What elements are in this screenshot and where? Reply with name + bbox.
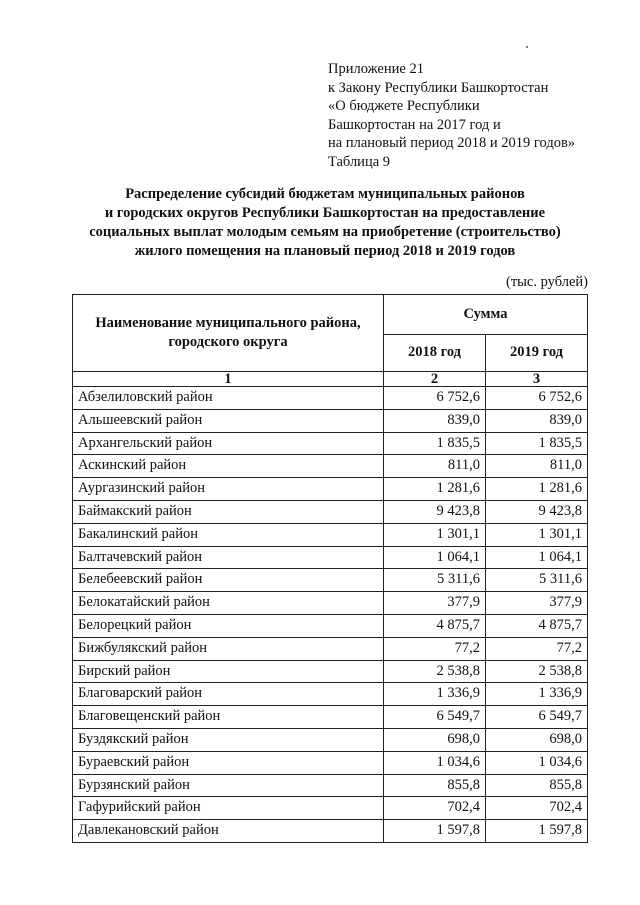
value-2018-cell: 77,2 (384, 637, 486, 660)
value-2018-cell: 5 311,6 (384, 569, 486, 592)
value-2018-cell: 6 752,6 (384, 387, 486, 410)
title-line: социальных выплат молодым семьям на приобретение (строительство) (89, 224, 561, 240)
value-2018-cell: 377,9 (384, 592, 486, 615)
district-name-cell: Белебеевский район (73, 569, 384, 592)
district-name-cell: Архангельский район (73, 432, 384, 455)
table-row (73, 751, 588, 774)
table-row (73, 706, 588, 729)
table-row (73, 637, 588, 660)
value-2018-cell: 4 875,7 (384, 614, 486, 637)
column-number-2: 2 (384, 372, 486, 387)
value-2018-cell: 1 281,6 (384, 478, 486, 501)
table-row (73, 478, 588, 501)
value-2019-cell: 1 835,5 (486, 432, 588, 455)
title-line: жилого помещения на плановый период 2018 и 2019 годов (134, 243, 516, 259)
column-header-name: Наименование муниципального района, городского округа (73, 295, 384, 372)
district-name-cell: Бижбулякский район (73, 637, 384, 660)
appendix-line: Башкортостан на 2017 год и (328, 116, 501, 133)
value-2018-cell: 702,4 (384, 797, 486, 820)
value-2018-cell: 1 301,1 (384, 523, 486, 546)
title-line: и городских округов Республики Башкортостан на предоставление (104, 205, 546, 221)
district-name-cell: Давлекановский район (73, 820, 384, 843)
column-header-2018: 2018 год (384, 334, 486, 371)
value-2018-cell: 1 835,5 (384, 432, 486, 455)
value-2018-cell: 811,0 (384, 455, 486, 478)
value-2018-cell: 855,8 (384, 774, 486, 797)
table-row (73, 546, 588, 569)
district-name-cell: Благовещенский район (73, 706, 384, 729)
value-2019-cell: 2 538,8 (486, 660, 588, 683)
district-name-cell: Аургазинский район (73, 478, 384, 501)
value-2019-cell: 9 423,8 (486, 500, 588, 523)
value-2019-cell: 702,4 (486, 797, 588, 820)
title-line: Распределение субсидий бюджетам муниципальных районов (125, 186, 525, 202)
value-2018-cell: 6 549,7 (384, 706, 486, 729)
district-name-cell: Бурзянский район (73, 774, 384, 797)
value-2019-cell: 1 034,6 (486, 751, 588, 774)
table-row (73, 660, 588, 683)
district-name-cell: Бирский район (73, 660, 384, 683)
column-header-sum: Сумма (384, 295, 588, 335)
value-2019-cell: 698,0 (486, 728, 588, 751)
value-2018-cell: 1 034,6 (384, 751, 486, 774)
value-2018-cell: 839,0 (384, 409, 486, 432)
table-row (73, 409, 588, 432)
table-row (73, 592, 588, 615)
document-title (60, 185, 590, 261)
value-2019-cell: 6 549,7 (486, 706, 588, 729)
table-row (73, 683, 588, 706)
column-header-2019: 2019 год (486, 334, 588, 371)
table-row (73, 432, 588, 455)
subsidy-table (72, 294, 588, 843)
value-2019-cell: 5 311,6 (486, 569, 588, 592)
value-2018-cell: 1 064,1 (384, 546, 486, 569)
appendix-line: «О бюджете Республики (328, 98, 480, 114)
district-name-cell: Балтачевский район (73, 546, 384, 569)
scan-dot (526, 46, 528, 48)
district-name-cell: Альшеевский район (73, 409, 384, 432)
appendix-line: Приложение 21 (328, 61, 424, 77)
district-name-cell: Аскинский район (73, 455, 384, 478)
appendix-line: на плановый период 2018 и 2019 годов» (328, 135, 576, 151)
value-2019-cell: 811,0 (486, 455, 588, 478)
district-name-cell: Баймакский район (73, 500, 384, 523)
units-note: (тыс. рублей) (506, 274, 588, 290)
value-2019-cell: 1 281,6 (486, 478, 588, 501)
value-2019-cell: 1 597,8 (486, 820, 588, 843)
table-row (73, 820, 588, 843)
value-2019-cell: 1 064,1 (486, 546, 588, 569)
district-name-cell: Белокатайский район (73, 592, 384, 615)
table-row (73, 387, 588, 410)
table-row (73, 569, 588, 592)
table-row (73, 523, 588, 546)
district-name-cell: Бакалинский район (73, 523, 384, 546)
value-2019-cell: 4 875,7 (486, 614, 588, 637)
appendix-block (328, 60, 575, 171)
table-row (73, 614, 588, 637)
table-row (73, 728, 588, 751)
district-name-cell: Буздякский район (73, 728, 384, 751)
column-number-3: 3 (486, 372, 588, 387)
value-2019-cell: 6 752,6 (486, 387, 588, 410)
value-2019-cell: 1 336,9 (486, 683, 588, 706)
value-2019-cell: 839,0 (486, 409, 588, 432)
value-2018-cell: 698,0 (384, 728, 486, 751)
district-name-cell: Гафурийский район (73, 797, 384, 820)
column-number-1: 1 (73, 372, 384, 387)
table-row (73, 500, 588, 523)
district-name-cell: Благоварский район (73, 683, 384, 706)
value-2019-cell: 1 301,1 (486, 523, 588, 546)
value-2019-cell: 855,8 (486, 774, 588, 797)
table-row (73, 455, 588, 478)
table-row (73, 774, 588, 797)
district-name-cell: Абзелиловский район (73, 387, 384, 410)
district-name-cell: Бураевский район (73, 751, 384, 774)
appendix-line: к Закону Республики Башкортостан (328, 79, 549, 96)
appendix-line: Таблица 9 (328, 153, 391, 170)
value-2018-cell: 9 423,8 (384, 500, 486, 523)
value-2019-cell: 77,2 (486, 637, 588, 660)
value-2018-cell: 1 336,9 (384, 683, 486, 706)
district-name-cell: Белорецкий район (73, 614, 384, 637)
table-row (73, 797, 588, 820)
value-2019-cell: 377,9 (486, 592, 588, 615)
table-body (73, 387, 588, 843)
value-2018-cell: 1 597,8 (384, 820, 486, 843)
value-2018-cell: 2 538,8 (384, 660, 486, 683)
